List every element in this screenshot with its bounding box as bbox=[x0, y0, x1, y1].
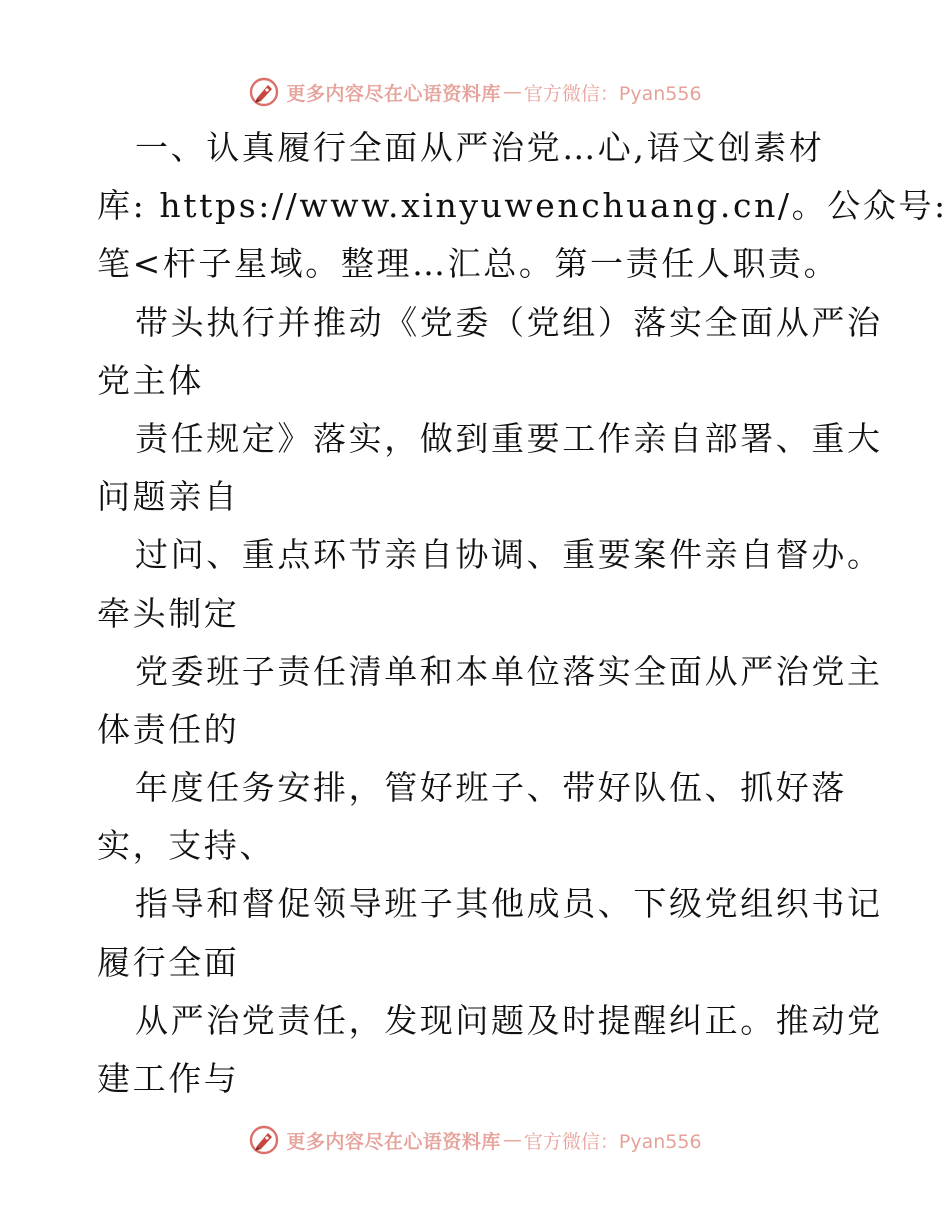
text-line: 履行全面 bbox=[97, 942, 240, 982]
text-line: 问题亲自 bbox=[97, 477, 240, 517]
text-line: 从严治党责任，发现问题及时提醒纠正。推动党 bbox=[135, 1000, 883, 1040]
pen-nib-logo-icon bbox=[248, 1124, 280, 1156]
document-body bbox=[97, 119, 948, 1108]
header-watermark bbox=[0, 72, 950, 112]
watermark-brand: 更多内容尽在心语资料库 bbox=[286, 82, 501, 105]
watermark-contact: 官方微信：Pyan556 bbox=[523, 82, 702, 105]
text-line: 责任规定》落实，做到重要工作亲自部署、重大 bbox=[135, 418, 883, 458]
text-line: 一、认真履行全面从严治党…心,语文创素材 bbox=[135, 128, 825, 167]
text-line: 牵头制定 bbox=[97, 593, 240, 633]
text-line: 过问、重点环节亲自协调、重要案件亲自督办。 bbox=[135, 535, 883, 575]
watermark-separator: — bbox=[502, 1129, 522, 1151]
watermark-contact: 官方微信：Pyan556 bbox=[523, 1130, 702, 1153]
text-line: 党主体 bbox=[97, 360, 204, 400]
text-line: 笔<杆子星域。整理…汇总。第一责任人职责。 bbox=[97, 244, 840, 284]
text-line: 建工作与 bbox=[97, 1059, 240, 1098]
text-line: 体责任的 bbox=[97, 709, 240, 749]
text-line: 库: https://www.xinyuwenchuang.cn/。公众号: bbox=[97, 186, 948, 226]
text-line: 党委班子责任清单和本单位落实全面从严治党主 bbox=[135, 651, 883, 691]
text-line: 实，支持、 bbox=[97, 826, 275, 866]
footer-watermark bbox=[0, 1120, 950, 1160]
watermark-brand: 更多内容尽在心语资料库 bbox=[286, 1130, 501, 1153]
text-line: 指导和督促领导班子其他成员、下级党组织书记 bbox=[135, 884, 883, 924]
text-line: 带头执行并推动《党委（党组）落实全面从严治 bbox=[135, 302, 883, 342]
text-line: 年度任务安排，管好班子、带好队伍、抓好落 bbox=[135, 768, 847, 808]
watermark-separator: — bbox=[502, 81, 522, 103]
pen-nib-logo-icon bbox=[248, 76, 280, 108]
